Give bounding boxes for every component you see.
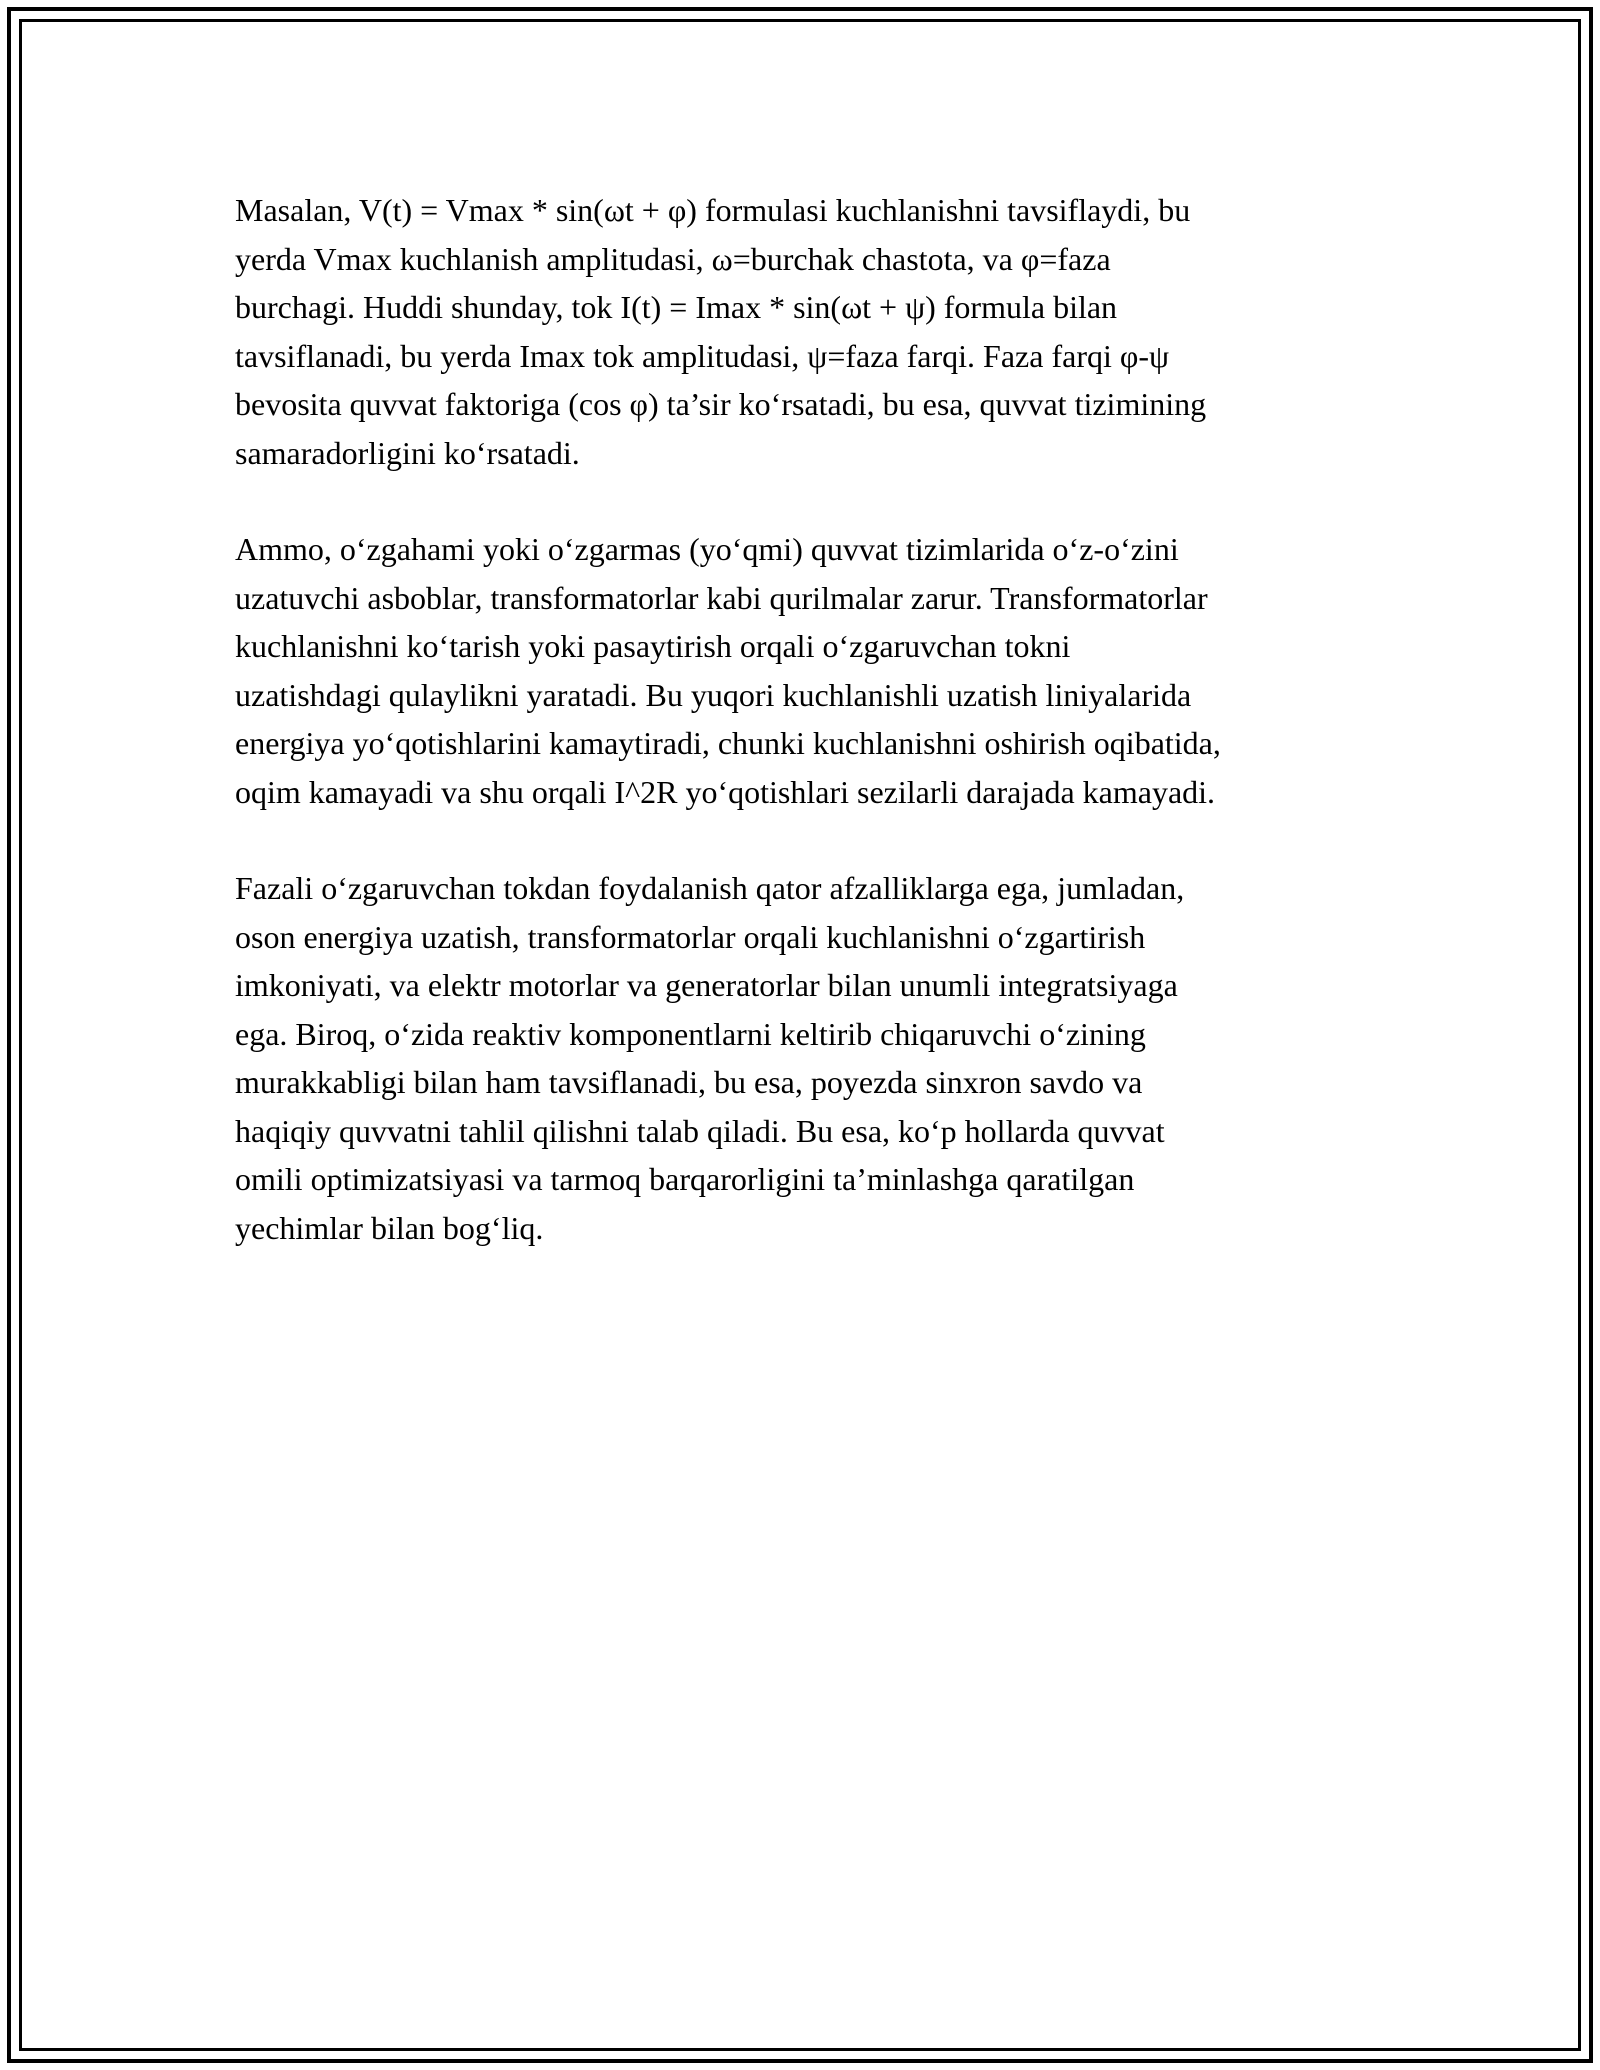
text-line: ega. Biroq, oʻzida reaktiv komponentlarni keltirib chiqaruvchi oʻzining — [235, 1015, 1146, 1052]
text-line: uzatuvchi asboblar, transformatorlar kabi qurilmalar zarur. Transformatorlar — [235, 579, 1208, 616]
text-line: yerda Vmax kuchlanish amplitudasi, ω=burchak chastota, va φ=faza — [235, 240, 1111, 277]
text-line: uzatishdagi qulaylikni yaratadi. Bu yuqori kuchlanishli uzatish liniyalarida — [235, 676, 1192, 713]
text-line: samaradorligini koʻrsatadi. — [235, 434, 580, 471]
paragraph-1 — [235, 186, 1375, 477]
paragraph-2 — [235, 525, 1375, 816]
paragraph-3 — [235, 864, 1375, 1252]
text-line: energiya yoʻqotishlarini kamaytiradi, chunki kuchlanishni oshirish oqibatida, — [235, 725, 1221, 761]
text-line: burchagi. Huddi shunday, tok I(t) = Imax * sin(ωt + ψ) formula bilan — [235, 289, 1118, 325]
text-line: oson energiya uzatish, transformatorlar orqali kuchlanishni oʻzgartirish — [235, 918, 1146, 955]
text-line: yechimlar bilan bogʻliq. — [235, 1209, 544, 1246]
text-line: tavsiflanadi, bu yerda Imax tok amplitudasi, ψ=faza farqi. Faza farqi φ-ψ — [235, 337, 1170, 374]
text-line: Ammo, oʻzgahami yoki oʻzgarmas (yoʻqmi) quvvat tizimlarida oʻz-oʻzini — [235, 531, 1179, 567]
document-body — [235, 186, 1375, 1300]
text-line: murakkabligi bilan ham tavsiflanadi, bu esa, poyezda sinxron savdo va — [235, 1064, 1143, 1100]
text-line: Fazali oʻzgaruvchan tokdan foydalanish qator afzalliklarga ega, jumladan, — [235, 870, 1185, 906]
text-line: imkoniyati, va elektr motorlar va generatorlar bilan unumli integratsiyaga — [235, 967, 1178, 1003]
text-line: oqim kamayadi va shu orqali I^2R yoʻqotishlari sezilarli darajada kamayadi. — [235, 773, 1216, 810]
text-line: omili optimizatsiyasi va tarmoq barqarorligini ta’minlashga qaratilgan — [235, 1161, 1135, 1197]
text-line: kuchlanishni koʻtarish yoki pasaytirish orqali oʻzgaruvchan tokni — [235, 628, 1071, 664]
text-line: haqiqiy quvvatni tahlil qilishni talab qiladi. Bu esa, koʻp hollarda quvvat — [235, 1112, 1165, 1149]
text-line: bevosita quvvat faktoriga (cos φ) ta’sir koʻrsatadi, bu esa, quvvat tizimining — [235, 386, 1207, 422]
text-line: Masalan, V(t) = Vmax * sin(ωt + φ) formulasi kuchlanishni tavsiflaydi, bu — [235, 192, 1191, 228]
